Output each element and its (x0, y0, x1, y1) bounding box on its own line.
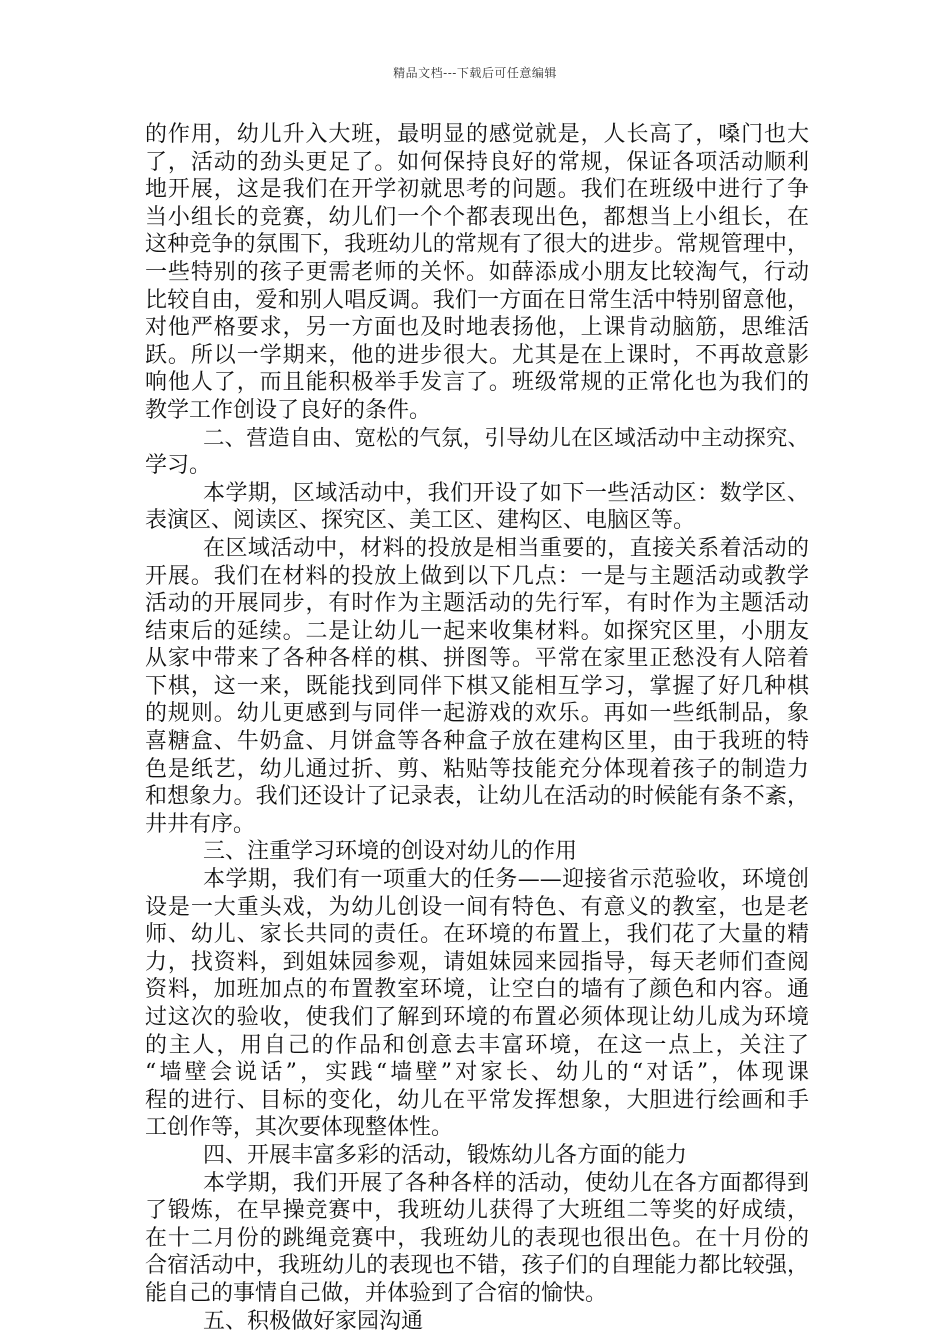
text-line: 结束后的延续。二是让幼儿一起来收集材料。如探究区里，小朋友 (145, 618, 809, 644)
text-line: 从家中带来了各种各样的棋、拼图等。平常在家里正愁没有人陪着 (145, 646, 809, 672)
page-header: 精品文档---下载后可任意编辑 (393, 66, 557, 80)
text-line: 对他严格要求，另一方面也及时地表扬他，上课肯动脑筋，思维活 (145, 315, 809, 341)
text-line: 在区域活动中，材料的投放是相当重要的，直接关系着活动的 (203, 535, 809, 561)
text-line: 资料，加班加点的布置教室环境，让空白的墙有了颜色和内容。通 (145, 977, 809, 1003)
text-line: 本学期，我们开展了各种各样的活动，使幼儿在各方面都得到 (203, 1170, 809, 1196)
text-line: 设是一大重头戏，为幼儿创设一间有特色、有意义的教室，也是老 (145, 894, 809, 920)
text-line: 井井有序。 (145, 811, 256, 837)
text-line: 在十二月份的跳绳竞赛中，我班幼儿的表现也很出色。在十月份的 (145, 1225, 809, 1251)
text-line: 的作用，幼儿升入大班，最明显的感觉就是，人长高了，嗓门也大 (145, 122, 809, 147)
text-line: 本学期，我们有一项重大的任务——迎接省示范验收，环境创 (203, 867, 809, 893)
text-line: 教学工作创设了良好的条件。 (145, 397, 432, 423)
text-line: 能自己的事情自己做，并体验到了合宿的愉快。 (145, 1280, 608, 1306)
text-line: 了，活动的劲头更足了。如何保持良好的常规，保证各项活动顺利 (145, 149, 809, 175)
text-line: 表演区、阅读区、探究区、美工区、建构区、电脑区等。 (145, 508, 696, 534)
text-line: 和想象力。我们还设计了记录表，让幼儿在活动的时候能有条不紊， (145, 784, 809, 810)
text-line: 力，找资料，到姐妹园参观，请姐妹园来园指导，每天老师们查阅 (145, 949, 809, 975)
text-line: 的主人，用自己的作品和创意去丰富环境，在这一点上，关注了 (145, 1032, 809, 1058)
text-line: 四、开展丰富多彩的活动，锻炼幼儿各方面的能力 (203, 1142, 688, 1168)
text-line: 跃。所以一学期来，他的进步很大。尤其是在上课时，不再故意影 (145, 342, 809, 368)
text-line: 的规则。幼儿更感到与同伴一起游戏的欢乐。再如一些纸制品，象 (145, 701, 809, 727)
text-line: 地开展，这是我们在开学初就思考的问题。我们在班级中进行了争 (145, 177, 809, 203)
text-line: 合宿活动中，我班幼儿的表现也不错，孩子们的自理能力都比较强， (145, 1253, 809, 1279)
text-line: 下棋，这一来，既能找到同伴下棋又能相互学习，掌握了好几种棋 (145, 673, 809, 699)
text-line: 开展。我们在材料的投放上做到以下几点：一是与主题活动或教学 (145, 563, 809, 589)
text-line: 了锻炼，在早操竞赛中，我班幼儿获得了大班组二等奖的好成绩， (145, 1198, 809, 1224)
text-line: 色是纸艺，幼儿通过折、剪、粘贴等技能充分体现着孩子的制造力 (145, 756, 809, 782)
document-body (145, 121, 809, 1335)
text-line: 过这次的验收，使我们了解到环境的布置必须体现让幼儿成为环境 (145, 1005, 809, 1030)
text-line: 这种竞争的氛围下，我班幼儿的常规有了很大的进步。常规管理中， (145, 232, 809, 258)
text-line: 比较自由，爱和别人唱反调。我们一方面在日常生活中特别留意他， (145, 287, 809, 313)
text-line: 程的进行、目标的变化，幼儿在平常发挥想象，大胆进行绘画和手 (145, 1087, 809, 1113)
text-line: 喜糖盒、牛奶盒、月饼盒等各种盒子放在建构区里，由于我班的特 (145, 729, 809, 755)
text-line: 一些特别的孩子更需老师的关怀。如薛添成小朋友比较淘气，行动 (145, 259, 809, 285)
text-line: 当小组长的竞赛，幼儿们一个个都表现出色，都想当上小组长，在 (145, 204, 809, 230)
text-line: 活动的开展同步，有时作为主题活动的先行军，有时作为主题活动 (145, 591, 809, 617)
text-line: 五、积极做好家园沟通 (203, 1308, 424, 1334)
text-line: 学习。 (145, 453, 212, 479)
text-line: 工创作等，其次要体现整体性。 (145, 1115, 454, 1141)
text-line: 响他人了，而且能积极举手发言了。班级常规的正常化也为我们的 (145, 370, 809, 396)
text-line: 本学期，区域活动中，我们开设了如下一些活动区：数学区、 (203, 480, 809, 506)
text-line: 二、营造自由、宽松的气氛，引导幼儿在区域活动中主动探究、 (203, 425, 809, 451)
text-line: “墙壁会说话”，实践“墙壁”对家长、幼儿的“对话”，体现课 (145, 1060, 809, 1086)
text-line: 三、注重学习环境的创设对幼儿的作用 (203, 839, 578, 865)
text-line: 师、幼儿、家长共同的责任。在环境的布置上，我们花了大量的精 (145, 922, 809, 948)
